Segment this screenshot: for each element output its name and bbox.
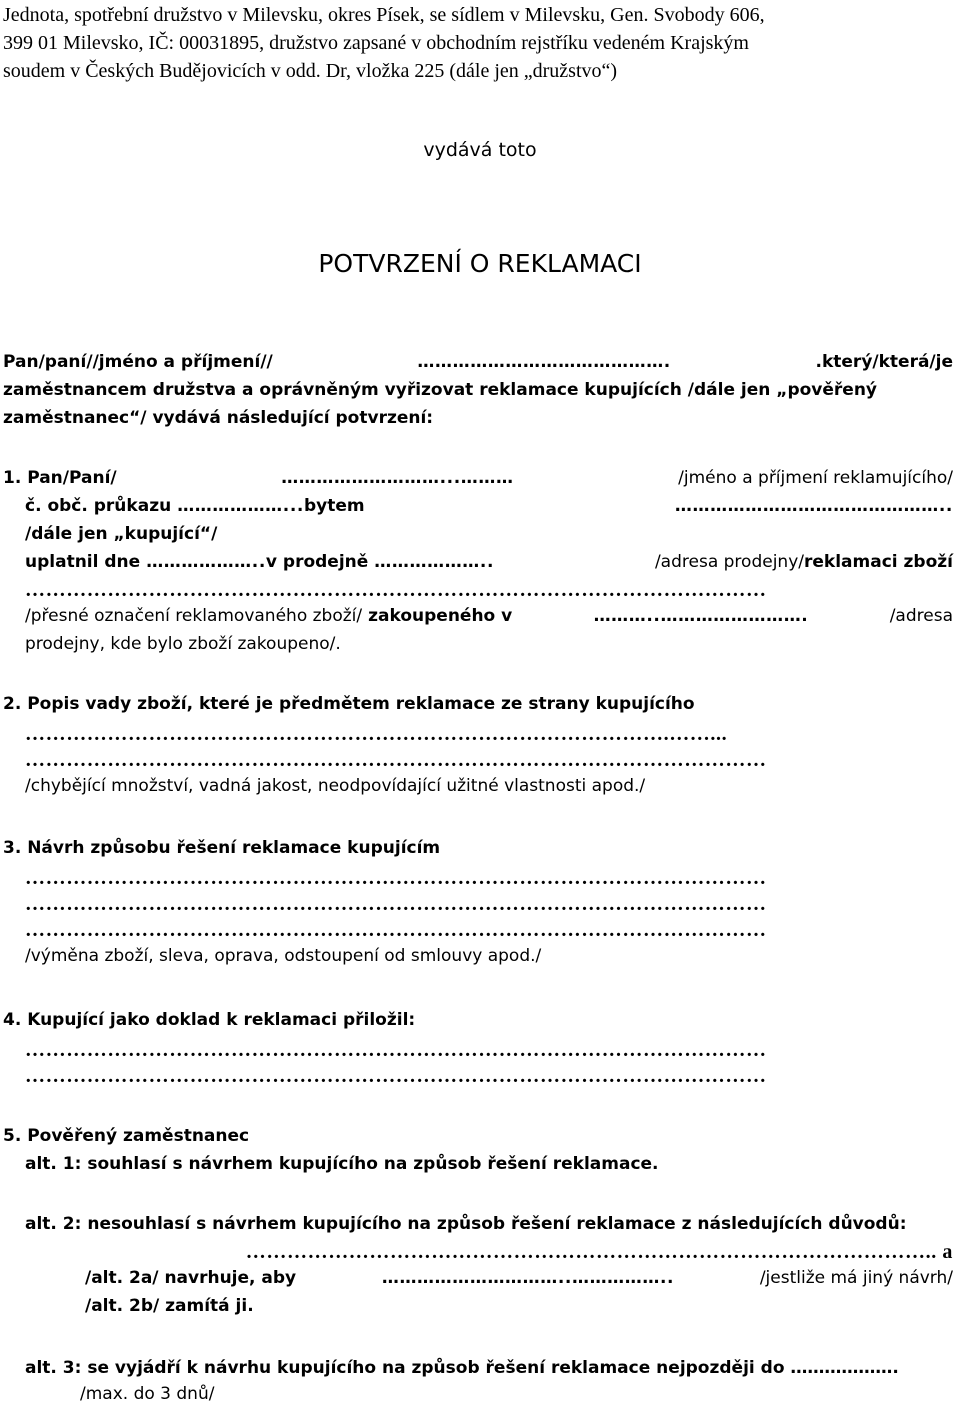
s5-alt2a-hint: /jestliže má jiný návrh/	[759, 1268, 953, 1288]
intro-name-label: Pan/paní//jméno a příjmení//	[3, 352, 273, 372]
header-line-3: soudem v Českých Budějovicích v odd. Dr, vložka 225 (dále jen „družstvo“)	[3, 60, 618, 82]
s5-alt2b: /alt. 2b/ zamítá ji.	[85, 1296, 254, 1316]
s1-shop-dots: ………………..	[374, 552, 495, 572]
s3-hint: /výměna zboží, sleva, oprava, odstoupení od smlouvy apod./	[25, 946, 542, 966]
s1-purchased-hint: /adresa	[889, 606, 953, 626]
s2-dots-1: ………………………………………………………………………………….……...	[25, 723, 728, 745]
s5-alt2-dots: ……………………………………………………………………………………….. a	[245, 1241, 953, 1263]
issues-text: vydává toto	[423, 139, 537, 161]
s1-name-hint: /jméno a příjmení reklamujícího/	[678, 468, 953, 488]
s1-shop-label: v prodejně	[265, 552, 369, 572]
header-text: Jednota, spotřební družstvo v Milevsku, okres Písek, se sídlem v Milevsku, Gen. Svobody 606,	[3, 4, 765, 26]
s5-alt1: alt. 1: souhlasí s návrhem kupujícího na způsob řešení reklamace.	[25, 1154, 659, 1174]
s3-dots-2: ………………………………………………………………………………………………	[25, 893, 767, 915]
s5-alt3-hint: /max. do 3 dnů/	[80, 1384, 215, 1404]
s1-purchased-hint-2: prodejny, kde bylo zboží zakoupeno/.	[25, 634, 341, 654]
s1-name-label: 1. Pan/Paní/	[3, 468, 117, 488]
s1-line-6	[25, 604, 953, 628]
s3-dots-1: ………………………………………………………………………………………………	[25, 867, 767, 889]
s1-goods-hint: /přesné označení reklamovaného zboží/	[25, 606, 363, 626]
s1-shop-hint: /adresa prodejny/	[654, 552, 804, 572]
s1-id-label: č. obč. průkazu	[25, 496, 172, 516]
intro-line-1	[3, 350, 953, 374]
s5-alt2a-line	[85, 1266, 953, 1290]
s2-dots-2: ………………………………………………………………………………………………	[25, 749, 767, 771]
s4-dots-2: ………………………………………………………………………………………………	[25, 1065, 767, 1087]
s3-dots-3: ………………………………………………………………………………………………	[25, 919, 767, 941]
s5-alt2a-dots: …………………………..……………..	[381, 1268, 675, 1288]
s1-address-dots: ………………………………………..	[674, 496, 953, 516]
intro-line-3	[3, 406, 433, 430]
s4-heading: 4. Kupující jako doklad k reklamaci přiložil:	[3, 1010, 416, 1030]
intro-line-2: zaměstnancem družstva a oprávněným vyřizovat reklamace kupujících /dále jen „pověřený	[3, 380, 878, 400]
s2-hint: /chybějící množství, vadná jakost, neodpovídající užitné vlastnosti apod./	[25, 776, 646, 796]
s1-line-1	[3, 466, 953, 490]
document-title: POTVRZENÍ O REKLAMACI	[318, 249, 642, 278]
s5-alt3: alt. 3: se vyjádří k návrhu kupujícího na způsob řešení reklamace nejpozději do ……………….	[25, 1358, 899, 1378]
header-line-1	[3, 3, 953, 27]
s1-goods-dots: ………………………………………………………………………………………………	[25, 579, 767, 601]
s1-date-dots: ………………..	[146, 552, 266, 572]
s1-date-label: uplatnil dne	[25, 552, 141, 572]
s1-line-4	[25, 550, 953, 574]
s1-name-dots: ………………………...………	[281, 468, 514, 488]
s3-heading: 3. Návrh způsobu řešení reklamace kupujícím	[3, 838, 441, 858]
s5-heading: 5. Pověřený zaměstnanec	[3, 1126, 250, 1146]
s4-dots-1: ………………………………………………………………………………………………	[25, 1039, 767, 1061]
s1-goods-label: reklamaci zboží	[804, 552, 953, 572]
s1-line-2	[25, 494, 953, 518]
s2-heading: 2. Popis vady zboží, které je předmětem reklamace ze strany kupujícího	[3, 694, 695, 714]
intro-text: zaměstnanec“/ vydává následující potvrzení:	[3, 408, 434, 428]
s1-purchased-dots: ………..…………………….	[593, 606, 809, 626]
s1-buyer-note: /dále jen „kupující“/	[25, 524, 218, 544]
s1-purchased-label: zakoupeného v	[368, 606, 513, 626]
s1-id-dots: ………………...	[177, 496, 304, 516]
intro-name-dots: …………………………………….	[417, 352, 671, 372]
s5-alt2a-label: /alt. 2a/ navrhuje, aby	[85, 1268, 297, 1288]
header-text: 399 01 Milevsko, IČ: 00031895, družstvo zapsané v obchodním rejstříku vedeném Krajským	[3, 32, 749, 54]
s1-address-label: bytem	[303, 496, 365, 516]
s5-alt2: alt. 2: nesouhlasí s návrhem kupujícího na způsob řešení reklamace z následujících důvodů:	[25, 1214, 907, 1234]
header-line-2	[3, 31, 953, 55]
intro-role: .který/která/je	[815, 352, 953, 372]
